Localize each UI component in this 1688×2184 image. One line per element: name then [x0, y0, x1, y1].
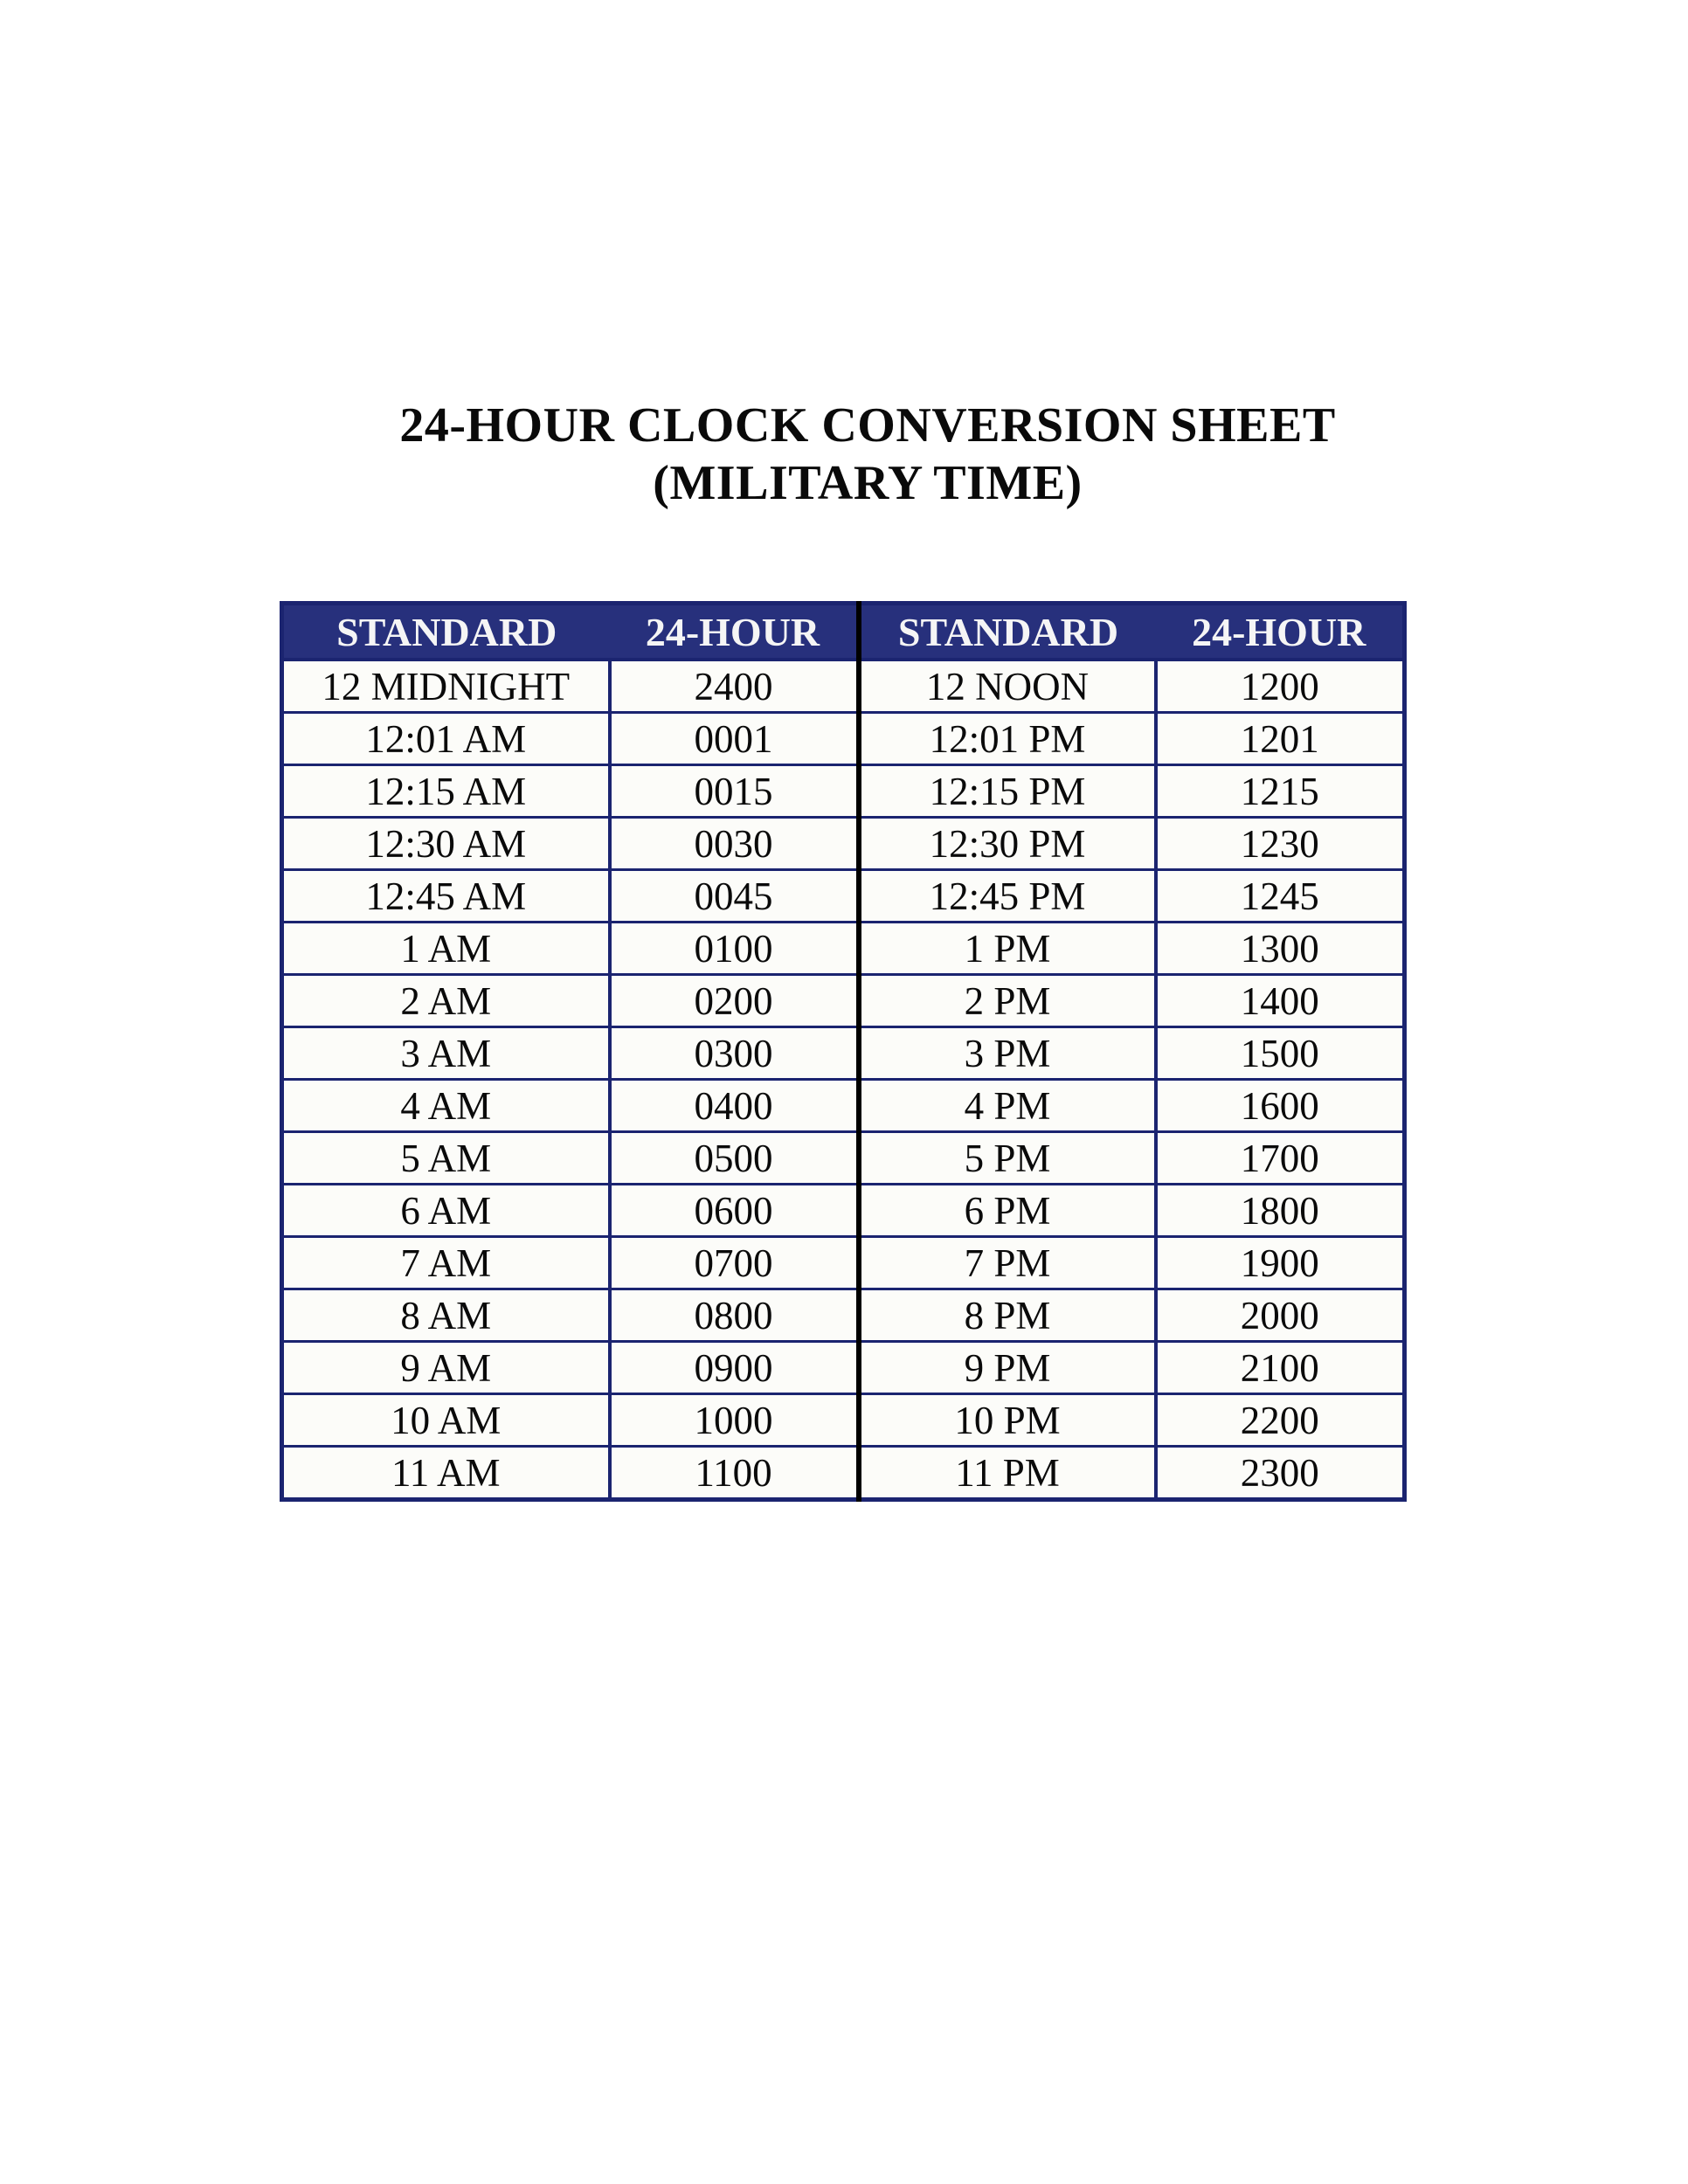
standard-time-cell: 3 PM — [859, 1027, 1156, 1080]
24hour-time-cell: 1100 — [610, 1447, 859, 1500]
standard-time-cell: 9 AM — [282, 1342, 610, 1394]
standard-time-cell: 2 PM — [859, 975, 1156, 1027]
table-row — [282, 818, 1405, 870]
table-row — [282, 1394, 1405, 1447]
standard-time-cell: 12:45 AM — [282, 870, 610, 923]
table-row — [282, 1185, 1405, 1237]
table-row — [282, 870, 1405, 923]
header-24hour-left: 24-HOUR — [610, 604, 859, 660]
conversion-table — [280, 601, 1407, 1502]
title-line-1: 24-HOUR CLOCK CONVERSION SHEET — [399, 398, 1336, 453]
standard-time-cell: 12 MIDNIGHT — [282, 660, 610, 713]
standard-time-cell: 10 AM — [282, 1394, 610, 1447]
table-row — [282, 1289, 1405, 1342]
standard-time-cell: 11 AM — [282, 1447, 610, 1500]
24hour-time-cell: 0045 — [610, 870, 859, 923]
24hour-time-cell: 1300 — [1156, 923, 1405, 975]
header-standard-left: STANDARD — [282, 604, 610, 660]
24hour-time-cell: 2100 — [1156, 1342, 1405, 1394]
24hour-time-cell: 0500 — [610, 1132, 859, 1185]
24hour-time-cell: 1230 — [1156, 818, 1405, 870]
title-line-2: (MILITARY TIME) — [653, 456, 1083, 510]
24hour-time-cell: 0200 — [610, 975, 859, 1027]
24hour-time-cell: 2400 — [610, 660, 859, 713]
24hour-time-cell: 0015 — [610, 765, 859, 818]
standard-time-cell: 2 AM — [282, 975, 610, 1027]
24hour-time-cell: 1800 — [1156, 1185, 1405, 1237]
24hour-time-cell: 2300 — [1156, 1447, 1405, 1500]
standard-time-cell: 3 AM — [282, 1027, 610, 1080]
standard-time-cell: 4 PM — [859, 1080, 1156, 1132]
24hour-time-cell: 1700 — [1156, 1132, 1405, 1185]
header-24hour-right: 24-HOUR — [1156, 604, 1405, 660]
24hour-time-cell: 1900 — [1156, 1237, 1405, 1289]
document-title — [24, 397, 1688, 512]
standard-time-cell: 10 PM — [859, 1394, 1156, 1447]
standard-time-cell: 9 PM — [859, 1342, 1156, 1394]
24hour-time-cell: 1201 — [1156, 713, 1405, 765]
standard-time-cell: 8 AM — [282, 1289, 610, 1342]
standard-time-cell: 12:30 PM — [859, 818, 1156, 870]
header-row — [282, 604, 1405, 660]
24hour-time-cell: 1600 — [1156, 1080, 1405, 1132]
24hour-time-cell: 0001 — [610, 713, 859, 765]
table-row — [282, 975, 1405, 1027]
standard-time-cell: 6 AM — [282, 1185, 610, 1237]
24hour-time-cell: 0300 — [610, 1027, 859, 1080]
standard-time-cell: 7 PM — [859, 1237, 1156, 1289]
standard-time-cell: 5 PM — [859, 1132, 1156, 1185]
standard-time-cell: 7 AM — [282, 1237, 610, 1289]
standard-time-cell: 1 PM — [859, 923, 1156, 975]
24hour-time-cell: 0600 — [610, 1185, 859, 1237]
standard-time-cell: 12:30 AM — [282, 818, 610, 870]
table-row — [282, 1447, 1405, 1500]
standard-time-cell: 1 AM — [282, 923, 610, 975]
standard-time-cell: 12:15 PM — [859, 765, 1156, 818]
24hour-time-cell: 2200 — [1156, 1394, 1405, 1447]
24hour-time-cell: 2000 — [1156, 1289, 1405, 1342]
24hour-time-cell: 1245 — [1156, 870, 1405, 923]
24hour-time-cell: 0800 — [610, 1289, 859, 1342]
24hour-time-cell: 1400 — [1156, 975, 1405, 1027]
table-row — [282, 1342, 1405, 1394]
standard-time-cell: 12 NOON — [859, 660, 1156, 713]
table-row — [282, 660, 1405, 713]
24hour-time-cell: 0900 — [610, 1342, 859, 1394]
24hour-time-cell: 0400 — [610, 1080, 859, 1132]
24hour-time-cell: 1000 — [610, 1394, 859, 1447]
standard-time-cell: 12:01 AM — [282, 713, 610, 765]
standard-time-cell: 4 AM — [282, 1080, 610, 1132]
table-row — [282, 1237, 1405, 1289]
table-row — [282, 1080, 1405, 1132]
standard-time-cell: 12:45 PM — [859, 870, 1156, 923]
table-row — [282, 1027, 1405, 1080]
conversion-table-container — [280, 601, 1402, 1502]
standard-time-cell: 12:01 PM — [859, 713, 1156, 765]
table-row — [282, 765, 1405, 818]
24hour-time-cell: 1500 — [1156, 1027, 1405, 1080]
standard-time-cell: 12:15 AM — [282, 765, 610, 818]
standard-time-cell: 5 AM — [282, 1132, 610, 1185]
table-row — [282, 923, 1405, 975]
standard-time-cell: 6 PM — [859, 1185, 1156, 1237]
standard-time-cell: 8 PM — [859, 1289, 1156, 1342]
standard-time-cell: 11 PM — [859, 1447, 1156, 1500]
24hour-time-cell: 0100 — [610, 923, 859, 975]
24hour-time-cell: 0030 — [610, 818, 859, 870]
24hour-time-cell: 0700 — [610, 1237, 859, 1289]
24hour-time-cell: 1200 — [1156, 660, 1405, 713]
header-standard-right: STANDARD — [859, 604, 1156, 660]
table-row — [282, 1132, 1405, 1185]
table-row — [282, 713, 1405, 765]
24hour-time-cell: 1215 — [1156, 765, 1405, 818]
